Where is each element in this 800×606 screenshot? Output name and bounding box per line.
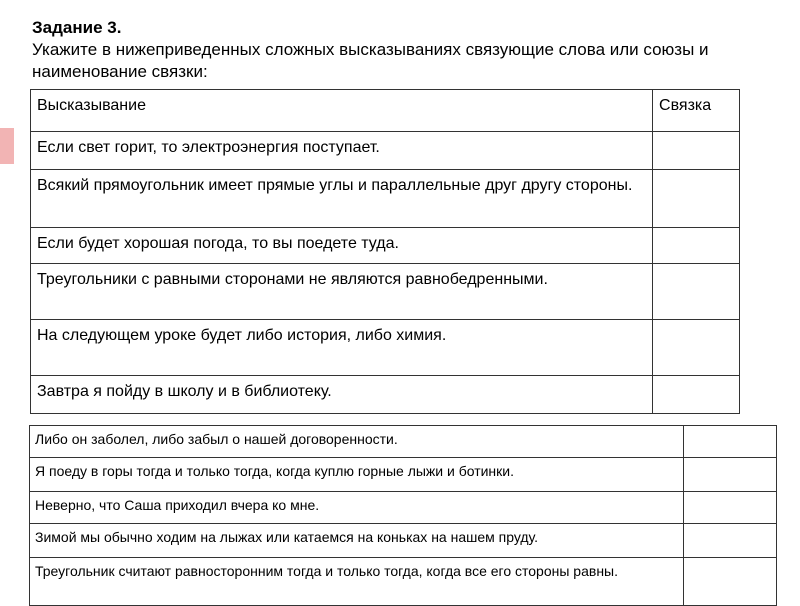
table-row — [30, 492, 777, 524]
statement-cell: Либо он заболел, либо забыл о нашей договоренности. — [30, 426, 684, 458]
connective-answer-cell[interactable] — [684, 558, 777, 606]
table-row — [31, 376, 740, 414]
table-row — [30, 458, 777, 492]
connective-answer-cell[interactable] — [684, 458, 777, 492]
statement-cell: На следующем уроке будет либо история, либо химия. — [31, 320, 653, 376]
connective-answer-cell[interactable] — [653, 320, 740, 376]
slide-accent-bar — [0, 128, 14, 164]
connective-answer-cell[interactable] — [653, 132, 740, 170]
connective-answer-cell[interactable] — [653, 264, 740, 320]
statement-cell: Зимой мы обычно ходим на лыжах или катаемся на коньках на нашем пруду. — [30, 524, 684, 558]
statement-cell: Я поеду в горы тогда и только тогда, когда куплю горные лыжи и ботинки. — [30, 458, 684, 492]
connective-answer-cell[interactable] — [653, 170, 740, 228]
table-row — [31, 320, 740, 376]
table-row — [31, 264, 740, 320]
statement-cell: Завтра я пойду в школу и в библиотеку. — [31, 376, 653, 414]
table-row — [31, 170, 740, 228]
connective-answer-cell[interactable] — [684, 524, 777, 558]
header-connective: Связка — [653, 90, 740, 132]
connective-answer-cell[interactable] — [684, 426, 777, 458]
table-header-row — [31, 90, 740, 132]
connective-answer-cell[interactable] — [653, 228, 740, 264]
statement-cell: Треугольник считают равносторонним тогда и только тогда, когда все его стороны равны. — [30, 558, 684, 606]
connective-answer-cell[interactable] — [653, 376, 740, 414]
table-row — [30, 524, 777, 558]
task-instruction: Укажите в нижеприведенных сложных высказываниях связующие слова или союзы и наименование связки: — [32, 40, 709, 81]
task-header — [32, 17, 772, 83]
statement-cell: Всякий прямоугольник имеет прямые углы и параллельные друг другу стороны. — [31, 170, 653, 228]
statement-cell: Неверно, что Саша приходил вчера ко мне. — [30, 492, 684, 524]
statements-table — [30, 89, 740, 414]
table-row — [30, 558, 777, 606]
table-row — [31, 228, 740, 264]
table-row — [31, 132, 740, 170]
statement-cell: Если свет горит, то электроэнергия поступает. — [31, 132, 653, 170]
table-row — [30, 426, 777, 458]
connective-answer-cell[interactable] — [684, 492, 777, 524]
statement-cell: Треугольники с равными сторонами не являются равнобедренными. — [31, 264, 653, 320]
statement-cell: Если будет хорошая погода, то вы поедете туда. — [31, 228, 653, 264]
header-statement: Высказывание — [31, 90, 653, 132]
statements-table-continued — [29, 425, 777, 606]
task-title: Задание 3. — [32, 18, 122, 37]
